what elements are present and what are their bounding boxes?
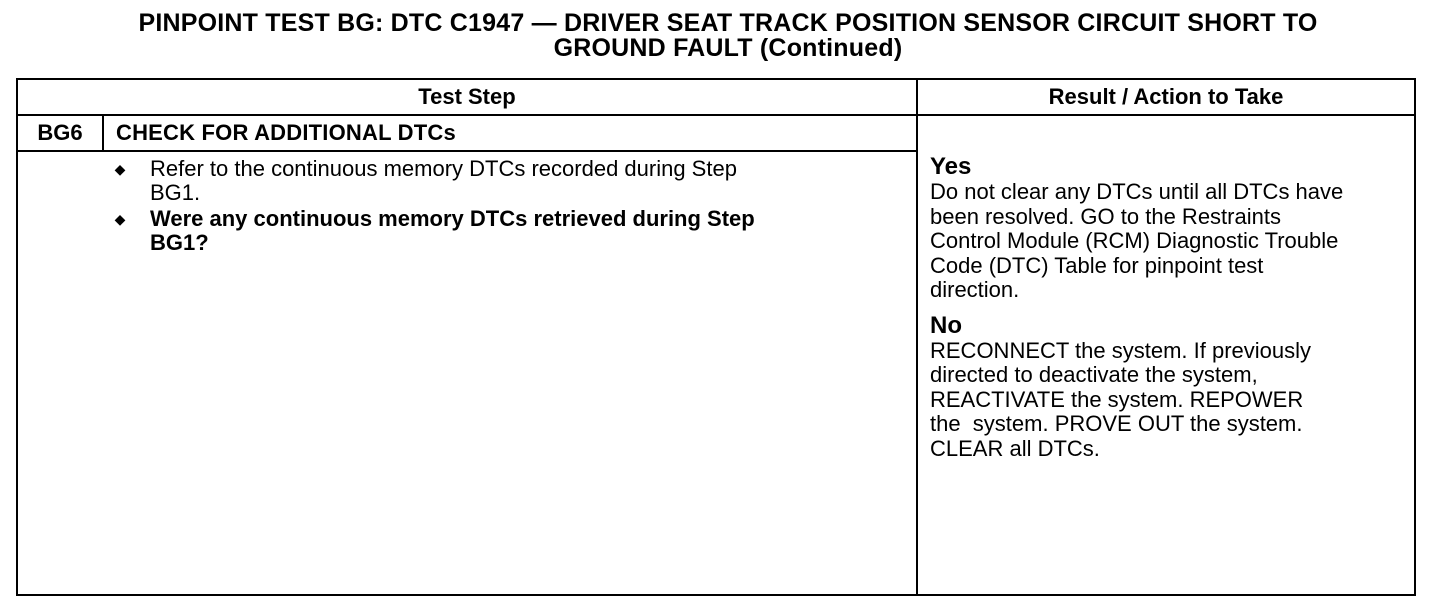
column-divider (916, 80, 918, 594)
result-yes-label: Yes (930, 153, 972, 180)
bullet-icon: ◆ (114, 211, 126, 227)
result-yes-line-5: direction. (930, 277, 1020, 302)
list-item (112, 157, 872, 205)
header-result-action: Result / Action to Take (1048, 84, 1284, 109)
step-title-divider (18, 150, 916, 152)
title-line-2: GROUND FAULT (Continued) (553, 34, 903, 62)
result-no-line-2: directed to deactivate the system, (930, 362, 1258, 387)
bullet-1-line-1: Refer to the continuous memory DTCs recorded during Step (150, 156, 737, 181)
step-bullet-list (112, 157, 872, 255)
result-yes-line-2: been resolved. GO to the Restraints (930, 203, 1281, 229)
page-title (0, 11, 1456, 61)
result-yes-line-1: Do not clear any DTCs until all DTCs have (930, 179, 1344, 204)
result-yes-line-4: Code (DTC) Table for pinpoint test (930, 252, 1264, 278)
step-id: BG6 (37, 120, 83, 145)
result-no-line-4: the system. PROVE OUT the system. (930, 411, 1303, 436)
step-title: CHECK FOR ADDITIONAL DTCs (116, 120, 456, 145)
result-gap (930, 303, 1418, 313)
bullet-icon: ◆ (114, 161, 126, 177)
result-no-line-3: REACTIVATE the system. REPOWER (930, 386, 1304, 412)
step-id-divider (102, 116, 104, 150)
list-item (112, 207, 872, 255)
result-yes-line-3: Control Module (RCM) Diagnostic Trouble (930, 228, 1339, 253)
bullet-2-line-1: Were any continuous memory DTCs retrieved during Step (150, 206, 755, 231)
title-line-1: PINPOINT TEST BG: DTC C1947 — DRIVER SEAT TRACK POSITION SENSOR CIRCUIT SHORT TO (138, 9, 1318, 37)
result-column (930, 154, 1418, 461)
pinpoint-test-table (16, 78, 1416, 596)
bullet-1-line-2: BG1. (150, 180, 201, 205)
result-no-line-1: RECONNECT the system. If previously (930, 337, 1312, 363)
result-no-label: No (930, 311, 962, 339)
result-no-line-5: CLEAR all DTCs. (930, 435, 1100, 461)
bullet-2-line-2: BG1? (150, 230, 209, 255)
header-test-step: Test Step (418, 84, 516, 109)
